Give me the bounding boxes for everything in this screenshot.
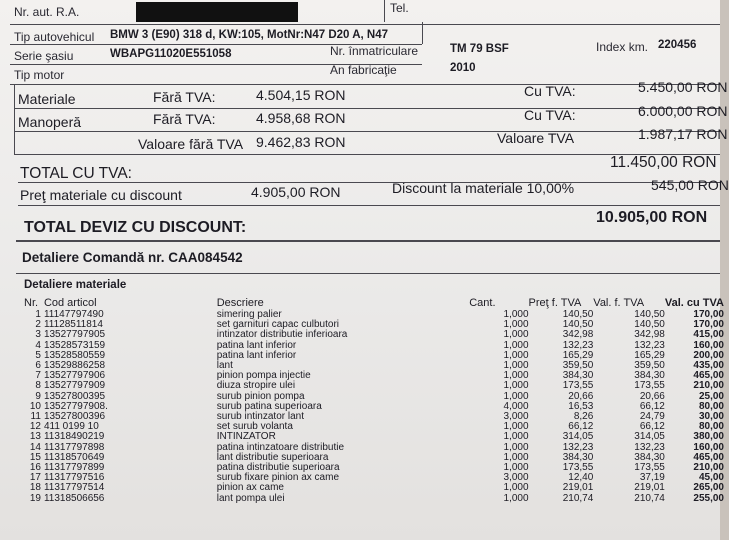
table-row [24,494,724,504]
cell-cod: 13529886258 [43,360,106,372]
cell-cant: 1,000 [503,329,529,341]
cell-val-f: 384,30 [634,451,665,463]
cell-cant: 1,000 [503,370,529,382]
cell-desc: patina distributie superioara [216,462,340,474]
cell-nr: 18 [29,482,41,494]
cell-nr: 12 [29,421,41,433]
cell-desc: surub pinion pompa [216,390,305,402]
table-row [24,432,724,442]
materiale-fara-tva-value: 4.504,15 RON [256,87,346,103]
cell-cod: 13527797908. [43,400,108,412]
cell-cant: 1,000 [503,421,529,433]
tel-label: Tel. [390,1,409,15]
discount-value: 545,00 RON [651,177,729,193]
cell-desc: pinion pompa injectie [216,370,311,382]
cell-val-f: 173,55 [634,462,665,474]
cell-cant: 1,000 [503,309,529,320]
cell-desc: simering palier [216,309,282,320]
tip-auto-label: Tip autovehicul [14,30,95,44]
an-fabricatie-value: 2010 [450,62,476,74]
cell-val-c: 80,00 [698,421,724,433]
table-row [24,463,724,473]
col-descriere: Descriere [216,297,264,309]
cell-pret: 20,66 [568,390,594,402]
cell-val-c: 30,00 [698,411,724,423]
materiale-cu-tva-value: 5.450,00 RON [638,79,728,95]
cell-nr: 3 [35,329,41,341]
cell-val-f: 165,29 [634,349,665,361]
cell-desc: surub fixare pinion ax came [216,472,340,484]
cell-pret: 16,53 [568,400,594,412]
table-row [24,422,724,432]
cell-pret: 219,01 [562,482,594,494]
cell-nr: 11 [30,411,41,423]
total-cu-tva-label: TOTAL CU TVA: [20,165,132,182]
table-row [24,341,724,351]
table-row [24,412,724,422]
cell-val-f: 210,74 [634,492,665,504]
table-row [24,361,724,371]
materiale-fara-tva-label: Fără TVA: [153,89,216,105]
cell-nr: 15 [29,451,41,463]
cell-cant: 1,000 [503,319,529,331]
cell-cod: 11317797898 [43,441,105,453]
cell-cod: 11318490219 [43,431,105,443]
cell-cod: 13527797906 [43,370,106,382]
cell-cant: 1,000 [503,482,529,494]
cell-val-f: 132,23 [634,339,665,351]
cell-nr: 2 [35,319,41,331]
cell-val-c: 170,00 [693,319,724,331]
cell-val-c: 210,00 [693,462,724,474]
cell-desc: set surub volanta [216,421,293,433]
cell-nr: 6 [35,360,41,372]
tip-auto-value: BMW 3 (E90) 318 d, KW:105, MotNr:N47 D20 A, N47 [110,29,388,41]
table-row [24,443,724,453]
cell-desc: patina lant inferior [216,339,297,351]
cell-val-c: 465,00 [693,370,724,382]
materials-section-title: Detaliere materiale [24,279,127,291]
cell-nr: 1 [35,309,41,320]
index-km-value: 220456 [658,39,697,51]
cell-pret: 384,30 [562,370,594,382]
cell-cod: 11317797516 [43,472,105,484]
table-row [24,330,724,340]
cell-cod: 13528580559 [43,349,106,361]
cell-nr: 4 [35,339,41,351]
table-row [24,371,724,381]
table-row [24,351,724,361]
cell-cant: 1,000 [503,380,529,392]
total-cu-tva-value: 11.450,00 RON [610,154,717,171]
cell-desc: surub patina superioara [216,400,322,412]
cell-val-f: 314,05 [634,431,665,443]
nr-aut-label: Nr. aut. R.A. [14,5,80,19]
valoare-fara-tva-label: Valoare fără TVA [138,136,244,152]
cell-val-c: 170,00 [693,309,724,320]
cell-val-f: 384,30 [634,370,665,382]
cell-cant: 4,000 [503,400,529,412]
cell-val-f: 66,12 [639,421,665,433]
cell-cant: 1,000 [503,339,529,351]
col-nr: Nr. [24,297,39,309]
table-row [24,310,724,320]
cell-pret: 314,05 [562,431,594,443]
cell-pret: 12,40 [568,472,594,484]
cell-val-f: 66,12 [639,400,665,412]
cell-pret: 8,26 [573,411,594,423]
cell-pret: 342,98 [562,329,594,341]
cell-pret: 140,50 [562,309,594,320]
cell-nr: 10 [29,400,41,412]
materiale-label: Materiale [18,91,76,107]
discount-label: Discount la materiale 10,00% [392,180,575,196]
serie-label: Serie şasiu [14,49,74,63]
cell-nr: 16 [29,462,41,474]
cell-val-f: 359,50 [634,360,665,372]
cell-pret: 66,12 [568,421,594,433]
table-row [24,453,724,463]
cell-val-c: 435,00 [693,360,724,372]
cell-val-f: 24,79 [639,411,665,423]
cell-val-f: 140,50 [634,319,665,331]
cell-val-c: 80,00 [698,400,724,412]
table-row [24,473,724,483]
cell-val-c: 45,00 [698,472,724,484]
cell-nr: 7 [35,370,41,382]
cell-desc: patina intinzatoare distributie [216,441,345,453]
pret-discount-value: 4.905,00 RON [251,184,341,200]
cell-val-f: 342,98 [634,329,665,341]
valoare-tva-value: 1.987,17 RON [638,126,728,142]
cell-nr: 17 [29,472,41,484]
cell-val-f: 219,01 [634,482,665,494]
nr-inmatriculare-label: Nr. înmatriculare [330,44,419,58]
cell-nr: 14 [29,441,41,453]
cell-val-c: 265,00 [693,482,724,494]
cell-val-f: 20,66 [639,390,665,402]
cell-desc: patina lant inferior [216,349,297,361]
materials-table [24,296,724,504]
cell-cod: 11317797514 [43,482,105,494]
cell-val-c: 200,00 [693,349,724,361]
cell-val-c: 160,00 [693,339,724,351]
cell-cant: 1,000 [503,349,529,361]
index-km-label: Index km. [596,40,649,54]
cell-cod: 13527797905 [43,329,106,341]
cell-nr: 8 [35,380,41,392]
cell-pret: 140,50 [562,319,594,331]
cell-cant: 1,000 [503,390,529,402]
cell-cod: 11317797899 [43,462,105,474]
cell-pret: 173,55 [562,462,594,474]
cell-val-c: 380,00 [693,431,724,443]
table-row [24,402,724,412]
cell-val-c: 25,00 [698,390,724,402]
cell-desc: intinzator distributie inferioara [216,329,348,341]
cell-cod: 11318570649 [43,451,105,463]
cell-pret: 165,29 [562,349,594,361]
cell-cant: 1,000 [503,431,529,443]
cell-cant: 3,000 [503,411,529,423]
cell-nr: 9 [35,390,41,402]
valoare-fara-tva-value: 9.462,83 RON [256,134,346,150]
cell-cod: 13527800395 [43,390,106,402]
cell-pret: 132,23 [562,339,594,351]
nr-inmatriculare-value: TM 79 BSF [450,43,509,55]
serie-value: WBAPG11020E551058 [110,48,232,60]
cell-cant: 1,000 [503,441,529,453]
materiale-cu-tva-label: Cu TVA: [524,83,576,99]
cell-cant: 1,000 [503,492,529,504]
cell-cod: 13527797909 [43,380,106,392]
col-val-c: Val. cu TVA [664,297,724,309]
cell-val-c: 160,00 [693,441,724,453]
cell-val-f: 140,50 [634,309,665,320]
cell-cant: 1,000 [503,462,529,474]
redacted-block [136,2,298,22]
cell-cod: 11147797490 [43,309,104,320]
cell-val-f: 173,55 [634,380,665,392]
cell-cant: 1,000 [503,451,529,463]
cell-pret: 210,74 [562,492,594,504]
cell-desc: lant pompa ulei [216,492,285,504]
tip-motor-label: Tip motor [14,68,65,82]
cell-desc: INTINZATOR [216,431,276,443]
cell-val-c: 415,00 [693,329,724,341]
table-row [24,381,724,391]
manopera-fara-tva-label: Fără TVA: [153,111,216,127]
cell-desc: lant [216,360,233,372]
cell-val-c: 210,00 [693,380,724,392]
table-row [24,483,724,493]
manopera-label: Manoperă [18,114,82,130]
cell-desc: set garnituri capac culbutori [216,319,340,331]
cell-val-f: 132,23 [634,441,665,453]
cell-desc: lant distributie superioara [216,451,329,463]
manopera-cu-tva-value: 6.000,00 RON [638,103,728,119]
cell-pret: 173,55 [562,380,594,392]
cell-cant: 3,000 [503,472,529,484]
cell-desc: surub intinzator lant [216,411,304,423]
cell-val-c: 255,00 [693,492,724,504]
cell-cant: 1,000 [503,360,529,372]
total-deviz-value: 10.905,00 RON [596,209,708,226]
col-cod: Cod articol [43,297,97,309]
total-deviz-label: TOTAL DEVIZ CU DISCOUNT: [24,219,247,236]
manopera-cu-tva-label: Cu TVA: [524,107,576,123]
cell-cod: 13528573159 [43,339,106,351]
cell-cod: 11128511814 [43,319,103,331]
cell-pret: 132,23 [562,441,594,453]
cell-val-c: 465,00 [693,451,724,463]
cell-nr: 19 [29,492,41,504]
cell-cod: 13527800396 [43,411,106,423]
cell-pret: 359,50 [562,360,594,372]
valoare-tva-label: Valoare TVA [497,130,575,146]
table-row [24,320,724,330]
cell-pret: 384,30 [562,451,594,463]
cell-desc: diuza stropire ulei [216,380,296,392]
pret-discount-label: Preţ materiale cu discount [20,187,182,203]
an-fabricatie-label: An fabricaţie [330,63,397,77]
cell-nr: 5 [35,349,41,361]
cell-desc: pinion ax came [216,482,284,494]
manopera-fara-tva-value: 4.958,68 RON [256,110,346,126]
cell-val-f: 37,19 [639,472,665,484]
comanda-title: Detaliere Comandă nr. CAA084542 [22,250,243,265]
col-pret: Preţ f. TVA [528,297,582,309]
cell-cod: 11318506656 [43,492,105,504]
cell-cod: 411 0199 10 [43,421,99,433]
cell-nr: 13 [29,431,41,443]
table-row [24,392,724,402]
col-cant: Cant. [469,297,496,309]
col-val-f: Val. f. TVA [593,297,645,309]
materials-header-row [24,296,724,310]
